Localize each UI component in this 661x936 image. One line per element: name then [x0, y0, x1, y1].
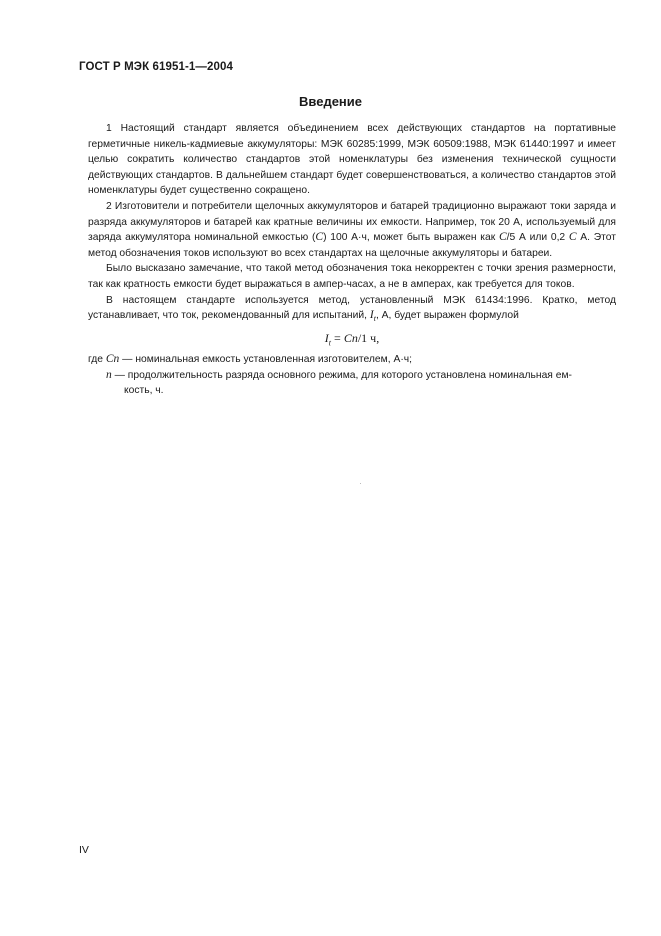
definition-prefix: где: [88, 354, 106, 366]
formula: [88, 330, 616, 351]
definition-continuation: кость, ч.: [124, 385, 164, 397]
paragraph-2: [88, 199, 616, 261]
section-title: Введение: [299, 94, 362, 109]
definition-text: — продолжительность разряда основного режима, для которого установлена номинальная ем-: [111, 369, 572, 381]
paragraph-3: Было высказано замечание, что такой метод обозначения тока некорректен с точки зрения размерности, так как кратность емкости будет выражаться в ампер-часах, а не в амперах, как требуется для токов.: [88, 263, 616, 290]
definition-cn: [88, 352, 616, 368]
capacity-symbol: C: [315, 231, 324, 244]
paragraph-4-text-b: , А, будет выражен формулой: [375, 310, 519, 322]
formula-rest: /1 ч,: [357, 330, 380, 345]
definition-n: [106, 368, 616, 399]
definition-symbol: n: [106, 368, 112, 381]
document-header: ГОСТ Р МЭК 61951-1—2004: [79, 61, 233, 73]
paragraph-2-text-d: А. Этот метод обозначения токов используют во всех стандартах на щелочные аккумуляторы и батареи.: [88, 232, 616, 259]
capacity-symbol: C: [499, 231, 507, 244]
page-number: IV: [79, 844, 89, 856]
current-subscript: t: [373, 314, 376, 324]
capacity-symbol: C: [568, 231, 577, 244]
formula-lhs: I: [324, 330, 329, 345]
paragraph-4-text-a: В настоящем стандарте используется метод, установленный МЭК 61434:1996. Кратко, метод устанавливает, что ток, рекомендованный для испытаний,: [88, 294, 616, 322]
definition-text: — номинальная емкость установленная изготовителем, А·ч;: [119, 354, 412, 366]
definition-symbol: Cn: [105, 353, 120, 366]
paragraph-2-text-a: 2 Изготовители и потребители щелочных аккумуляторов и батарей традиционно выражают токи заряда и разряда аккумуляторов и батарей как кратные величины их емкости. Например, ток 20 А, используемый для заряда аккумулятора номинальной емкостью (: [88, 200, 616, 244]
current-symbol: I: [369, 309, 374, 322]
scan-speck: [360, 483, 361, 484]
paragraph-4: [88, 293, 616, 327]
formula-equals: =: [331, 330, 344, 345]
formula-lhs-subscript: t: [328, 338, 332, 348]
paragraph-2-text-b: ) 100 А·ч, может быть выражен как: [323, 232, 499, 244]
paragraph-2-text-c: /5 А или 0,2: [506, 232, 569, 244]
paragraph-1: 1 Настоящий стандарт является объединением всех действующих стандартов на портативные герметичные никель-кадмиевые аккумуляторы: МЭК 60285:1999, МЭК 60509:1988, МЭК 61440:1997 и имеет целью сократить количество стандартов этой номенклатуры без изменения технической сущности действующих стандартов. В дальнейшем стандарт будет совершенствоваться, а количество стандартов этой номенклатуры будет существенно сокращено.: [88, 123, 616, 197]
formula-rhs: Cn: [343, 330, 358, 345]
document-body: [88, 121, 616, 399]
